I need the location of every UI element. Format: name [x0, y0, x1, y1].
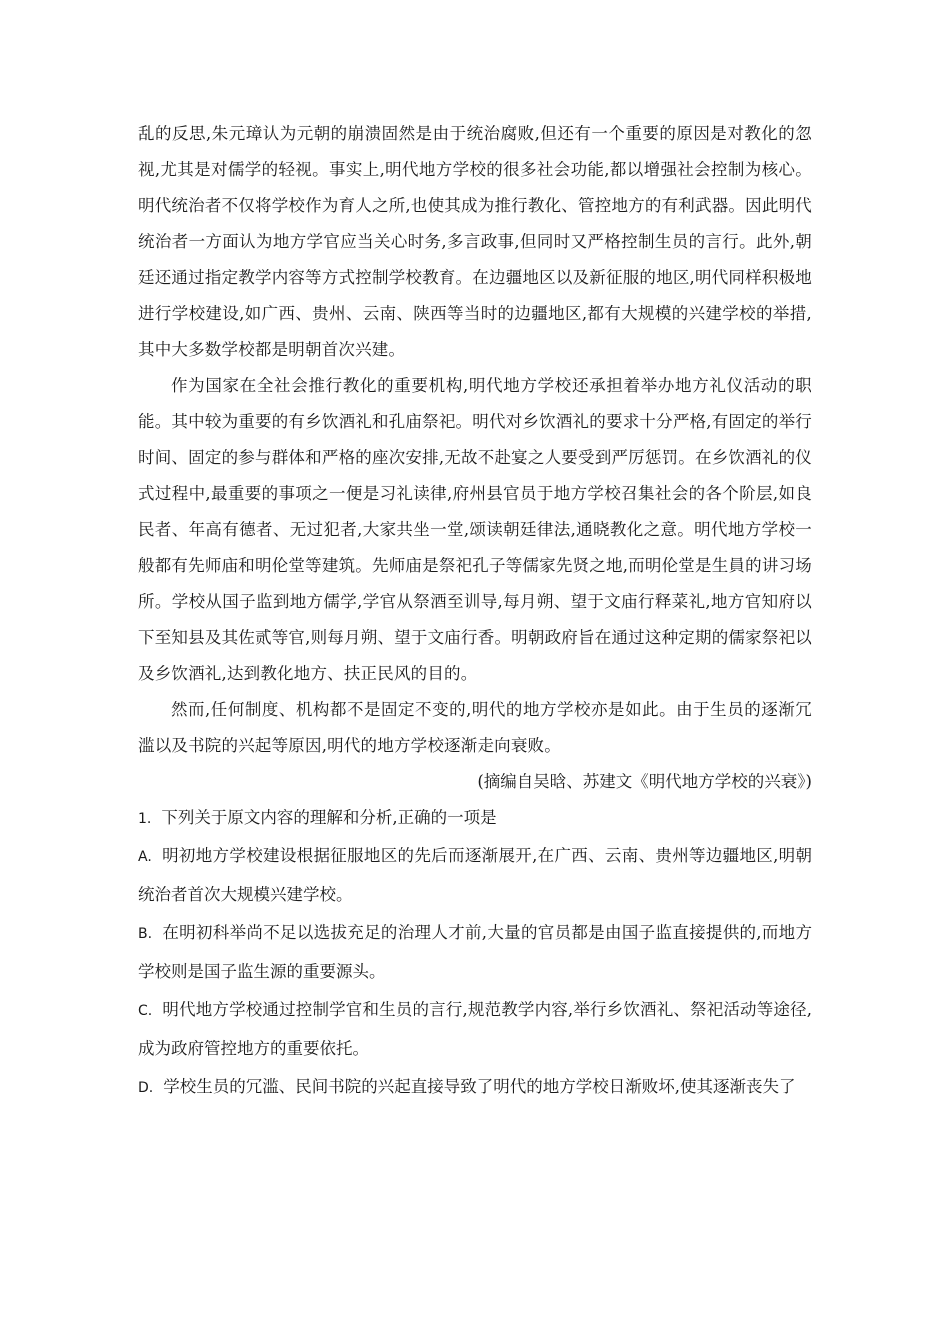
option-text: 在明初科举尚不足以选拔充足的治理人才前,大量的官员都是由国子监直接提供的,而地方学校则是国子监生源的重要源头。	[138, 923, 812, 981]
question-prompt: 下列关于原文内容的理解和分析,正确的一项是	[161, 808, 497, 827]
option-letter: A.	[138, 849, 152, 865]
option-letter: D.	[138, 1080, 154, 1096]
option-c	[138, 991, 812, 1068]
option-letter: C.	[138, 1003, 153, 1019]
option-text: 明代地方学校通过控制学官和生员的言行,规范教学内容,举行乡饮酒礼、祭祀活动等途径,成为政府管控地方的重要依托。	[138, 1000, 812, 1058]
option-text: 学校生员的冗滥、民间书院的兴起直接导致了明代的地方学校日渐败坏,使其逐渐丧失了	[163, 1077, 796, 1096]
passage-paragraph-2: 作为国家在全社会推行教化的重要机构,明代地方学校还承担着举办地方礼仪活动的职能。其中较为重要的有乡饮酒礼和孔庙祭祀。明代对乡饮酒礼的要求十分严格,有固定的举行时间、固定的参与群体和严格的座次安排,无故不赴宴之人要受到严厉惩罚。在乡饮酒礼的仪式过程中,最重要的事项之一便是习礼读律,府州县官员于地方学校召集社会的各个阶层,如良民者、年高有德者、无过犯者,大家共坐一堂,颂读朝廷律法,通晓教化之意。明代地方学校一般都有先师庙和明伦堂等建筑。先师庙是祭祀孔子等儒家先贤之地,而明伦堂是生員的讲习场所。学校从国子监到地方儒学,学官从祭酒至训导,每月朔、望于文庙行释菜礼,地方官知府以下至知县及其佐贰等官,则每月朔、望于文庙行香。明朝政府旨在通过这种定期的儒家祭祀以及乡饮酒礼,达到教化地方、扶正民风的目的。	[138, 376, 812, 683]
passage-paragraph-1: 乱的反思,朱元璋认为元朝的崩溃固然是由于统治腐败,但还有一个重要的原因是对教化的忽视,尤其是对儒学的轻视。事实上,明代地方学校的很多社会功能,都以增强社会控制为核心。明代统治者不仅将学校作为育人之所,也使其成为推行教化、管控地方的有利武器。因此明代统治者一方面认为地方学官应当关心时务,多言政事,但同时又严格控制生员的言行。此外,朝廷还通过指定教学内容等方式控制学校教育。在边疆地区以及新征服的地区,明代同样积极地进行学校建设,如广西、贵州、云南、陕西等当时的边疆地区,都有大规模的兴建学校的举措,其中大多数学校都是明朝首次兴建。	[138, 124, 812, 359]
option-text: 明初地方学校建设根据征服地区的先后而逐渐展开,在广西、云南、贵州等边疆地区,明朝统治者首次大规模兴建学校。	[138, 846, 812, 904]
question-number: 1.	[138, 811, 152, 827]
option-d	[138, 1068, 812, 1107]
option-letter: B.	[138, 926, 153, 942]
passage-source: (摘编自吴晗、苏建文《明代地方学校的兴衰》)	[477, 772, 812, 791]
document-content	[138, 116, 812, 1107]
option-b	[138, 914, 812, 991]
passage-paragraph-3: 然而,任何制度、机构都不是固定不变的,明代的地方学校亦是如此。由于生员的逐渐冗滥以及书院的兴起等原因,明代的地方学校逐渐走向衰败。	[138, 700, 812, 755]
question-1	[138, 800, 812, 837]
option-a	[138, 837, 812, 914]
